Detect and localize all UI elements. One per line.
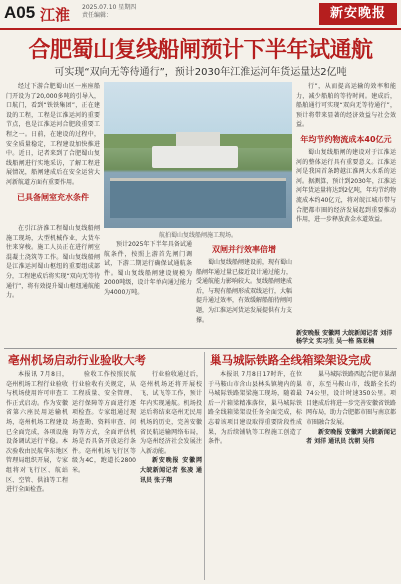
airport-paragraph-1: 本报讯 7月8日，亳州机场工程行业验收与机场使用许可审查工作正式启动。作为安徽省第六座民用运输机场，亳州机场工程建设已全面完成，各项设施设备调试运行平稳。本次验收由民航华东地区管理局组织开展，专家组将对飞行区、航站区、空管、供油等工程进行全面检查。 xyxy=(6,371,68,494)
lead-intro xyxy=(6,82,100,222)
section-divider xyxy=(4,348,397,349)
lead-middle-column xyxy=(104,240,192,346)
aerial-photo xyxy=(104,82,292,228)
railway-byline: 新安晚报 安徽网 大皖新闻记者 刘洋 通讯员 沈朝 吴伟 xyxy=(306,428,396,446)
left-paragraph: 在引江济淮工程蜀山复线船闸施工现场，大型机械作业，大货车往来穿梭。施工人员正在进行闸室混凝土浇筑等工作。蜀山复线船闸是江淮运河蜀山枢纽的重要组成部分，工程建成后将实现“双向无等待通行”，将有效提升蜀山枢纽通航能力。 xyxy=(6,225,100,300)
page-header xyxy=(0,0,401,30)
airport-column-3 xyxy=(140,370,202,580)
photo-caption: 航拍蜀山复线船闸施工现场。 xyxy=(158,232,237,239)
airport-headline: 亳州机场启动行业验收大考 xyxy=(8,353,146,367)
right-paragraph-2: 蜀山复线船闸的建设对于江淮运河的整体运行具有重要意义。江淮运河是我国首条跨越江淮两大水系的运河。据测算，预计到2030年，江淮运河年货运量将达到2亿吨，年均节约物流成本约40亿元，将对皖江城市带与合肥都市圈的经济发展起到重要推动作用，进一步释放黄金水道效益。 xyxy=(296,148,396,224)
page-number: A05 xyxy=(4,3,36,22)
railway-paragraph-2: 巢马城际铁路西起合肥市巢湖市，东至马鞍山市，线路全长约74公里，设计时速350公里。项目建成后将进一步完善安徽省铁路网布局，助力合肥都市圈与南京都市圈融合发展。 xyxy=(306,371,396,426)
lead-subhead: 可实现“双向无等待通行”，预计2030年江淮运河年货运量达2亿吨 xyxy=(54,67,347,78)
airport-paragraph-3: 行业验收通过后，亳州机场还将开展校飞、试飞等工作，预计年内实现通航。机场投运后将结束亳州无民用机场的历史，完善安徽省民航运输网络布局，为亳州经济社会发展注入新动能。 xyxy=(140,371,202,455)
right-subtitle: 年均节约物流成本40亿元 xyxy=(300,134,392,144)
right-paragraph: 行”，从而提高运输的效率和能力，减少船舶的等待时间。建成后，船舶通行可实现“双向无等待通行”，预计将带来显著的经济效益与社会效益。 xyxy=(296,83,396,129)
editor-label: 责任编辑： xyxy=(82,12,113,19)
intro-subtitle: 已具备闸室充水条件 xyxy=(17,192,89,202)
lead-left-column xyxy=(6,224,100,344)
lead-middle-column-2 xyxy=(196,240,292,346)
issue-date: 2025.07.10 星期四 xyxy=(82,4,137,11)
railway-headline: 巢马城际铁路全线箱梁架设完成 xyxy=(210,353,371,367)
airport-column-2 xyxy=(72,370,136,580)
mid-paragraph-2: 蜀山复线船闸建设前，现有蜀山船闸年通过量已接近设计通过能力，受通航能力影响较大。复线船闸建成后，与现有船闸形成双线运行，大幅提升通过效率，有效缓解船舶待闸问题，为江淮运河货运发展提供有力支撑。 xyxy=(196,259,292,324)
issue-meta xyxy=(82,4,136,20)
mid-paragraph: 预计2025年下半年具备试通航条件，按照上游首先闸门调试，下游二期运行确保试通航条件。蜀山复线船闸建设规模为2000吨级，设计年单向通过能力为4000万吨。 xyxy=(104,241,192,296)
railway-column-2 xyxy=(306,370,396,580)
column-divider xyxy=(204,352,205,580)
photo-lock-building xyxy=(152,146,238,168)
lead-byline: 新安晚报 安徽网 大皖新闻记者 刘洋 杨学文 实习生 吴一格 陈亚楠 xyxy=(296,330,393,345)
intro-paragraph: 经过下游合肥蜀山区一座座船门开设为了20,000多吨的引导入，口航门，看到“铁铁集团”，正在建设的工程，工程是江淮运河的重要节点，也是江淮运河合肥段重要工程之一。日前，在建设的过程中，安全质量稳定，工程建设加快推进中。近日，记者来到了合肥蜀山复线船闸进行实地采访，了解工程进展情况，船闸建成后在安全运营大河新航道方面有重要作用。 xyxy=(6,83,100,186)
lead-headline: 合肥蜀山复线船闸预计下半年试通航 xyxy=(28,38,373,63)
railway-paragraph-1: 本报讯 7月8日17时许，在位于马鞍山市含山县林头镇境内的巢马城际铁路架梁施工现场，随着最后一片箱梁精准落位，巢马城际铁路全线箱梁架设任务全面完成，标志着该项目建设取得重要阶段性成果，为后续铺轨等工程施工创造了条件。 xyxy=(208,371,302,446)
photo-lock-chamber xyxy=(110,178,286,218)
section-title: 江淮 xyxy=(40,6,71,24)
airport-column-1 xyxy=(6,370,68,580)
airport-byline: 新安晚报 安徽网 大皖新闻记者 张凌 通讯员 张子翔 xyxy=(140,457,202,484)
railway-column-1 xyxy=(208,370,302,580)
airport-paragraph-2: 验收工作按照民航行业验收有关规定，从工程质量、安全管理、运行保障等方面进行逐项检查。专家组通过现场查勘、资料审查、问询等方式，全面评估机场是否具备开放运行条件。亳州机场飞行区等级为4C，跑道长2800米。 xyxy=(72,371,136,474)
newspaper-logo: 新安晚报 xyxy=(319,3,397,25)
mid-subtitle: 双闸并行效率倍增 xyxy=(212,245,276,254)
lead-right-column xyxy=(296,82,396,346)
